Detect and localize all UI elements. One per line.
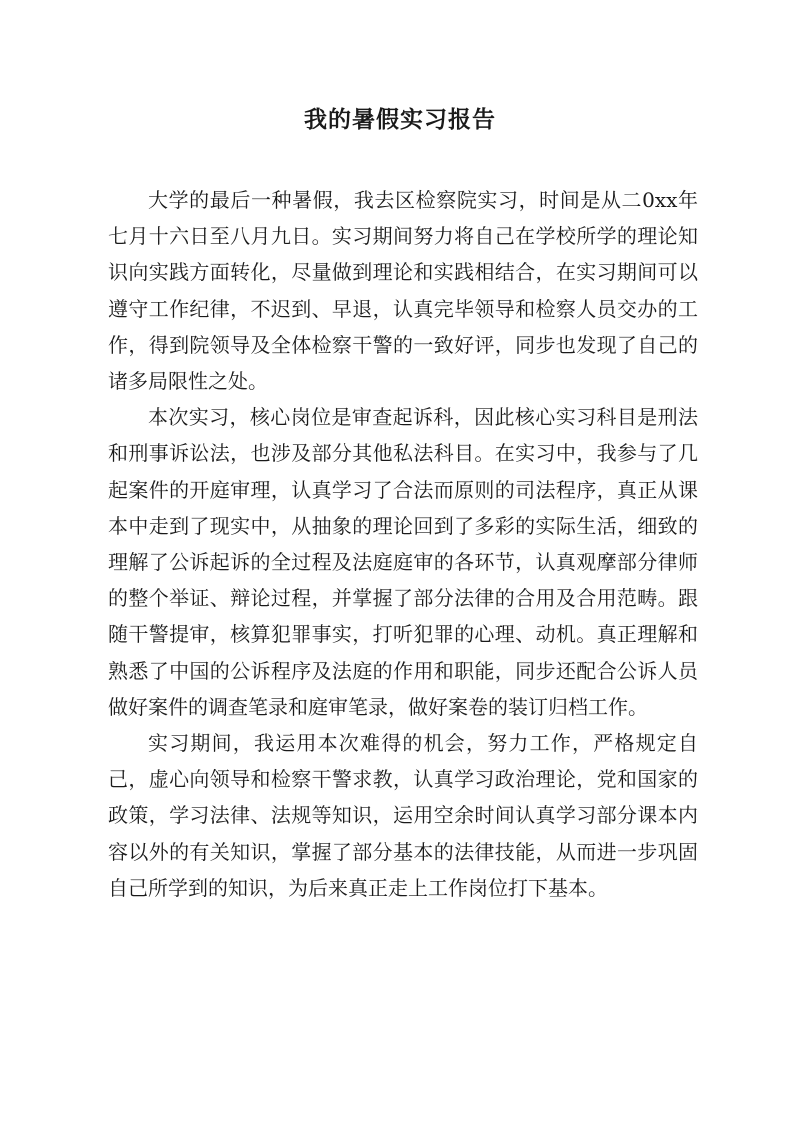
paragraph: 大学的最后一种暑假，我去区检察院实习，时间是从二0xx年七月十六日至八月九日。实习期间努力将自己在学校所学的理论知识向实践方面转化，尽量做到理论和实践相结合，在实习期间可以遵守工作纪律，不迟到、早退，认真完毕领导和检察人员交办的工作，得到院领导及全体检察干警的一致好评，同步也发现了自己的诸多局限性之处。 [108, 188, 698, 394]
paragraph: 实习期间，我运用本次难得的机会，努力工作，严格规定自己，虚心向领导和检察干警求教，认真学习政治理论，党和国家的政策，学习法律、法规等知识，运用空余时间认真学习部分课本内容以外的有关知识，掌握了部分基本的法律技能，从而进一步巩固自己所学到的知识，为后来真正走上工作岗位打下基本。 [108, 731, 698, 900]
document-body [108, 182, 698, 906]
document-title: 我的暑假实习报告 [304, 106, 496, 133]
paragraph: 本次实习，核心岗位是审查起诉科，因此核心实习科目是刑法和刑事诉讼法，也涉及部分其他私法科目。在实习中，我参与了几起案件的开庭审理，认真学习了合法而原则的司法程序，真正从课本中走到了现实中，从抽象的理论回到了多彩的实际生活，细致的理解了公诉起诉的全过程及法庭庭审的各环节，认真观摩部分律师的整个举证、辩论过程，并掌握了部分法律的合用及合用范畴。跟随干警提审，核算犯罪事实，打听犯罪的心理、动机。真正理解和熟悉了中国的公诉程序及法庭的作用和职能，同步还配合公诉人员做好案件的调查笔录和庭审笔录，做好案卷的装订归档工作。 [108, 405, 698, 719]
